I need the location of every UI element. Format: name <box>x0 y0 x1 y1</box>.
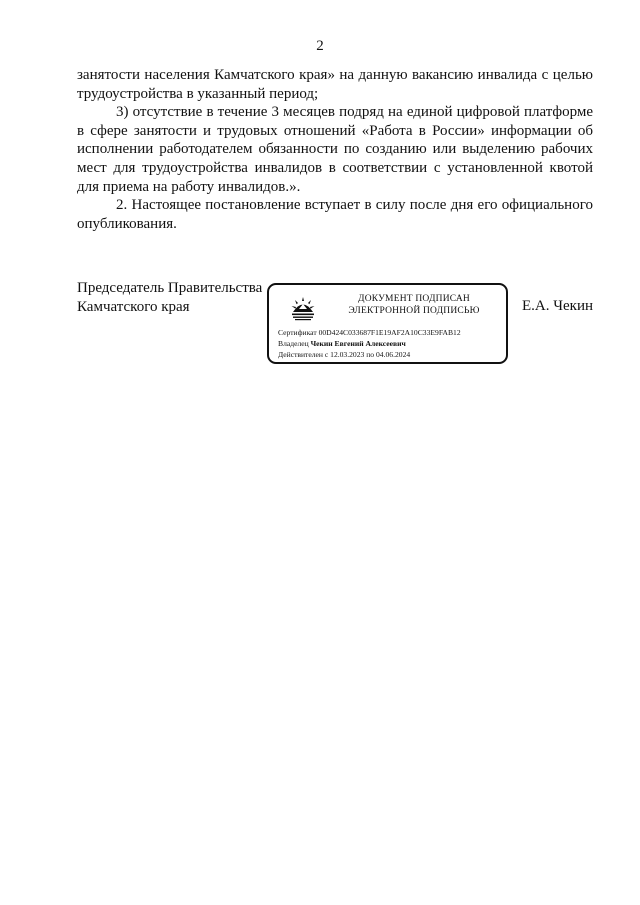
certificate-label: Сертификат <box>278 328 317 337</box>
stamp-title-line2: ЭЛЕКТРОННОЙ ПОДПИСЬЮ <box>348 305 480 316</box>
paragraph-effective-date: 2. Настоящее постановление вступает в силу после дня его официального опубликования. <box>77 197 593 232</box>
signatory-name: Е.А. Чекин <box>522 298 593 314</box>
kamchatka-emblem-icon <box>289 295 317 321</box>
signatory-role <box>77 279 262 316</box>
electronic-signature-stamp <box>267 283 508 364</box>
valid-to-label: по <box>366 350 375 359</box>
stamp-owner <box>278 339 406 348</box>
paragraph-item-3: 3) отсутствие в течение 3 месяцев подряд на единой цифровой платформе в сфере занятости и трудовых отношений «Работа в России» информации об исполнении работодателем обязанности по созданию или выделению рабочих мест для трудоустройства инвалидов в соответствии с установленной квотой для приема на работу инвалидов.». <box>77 104 593 195</box>
document-body <box>77 66 593 233</box>
signatory-role-line1: Председатель Правительства <box>77 280 263 296</box>
valid-label: Действителен с <box>278 350 329 359</box>
stamp-validity <box>278 350 410 359</box>
certificate-value: 00D424C033687F1E19AF2A10C33E9FAB12 <box>318 328 461 337</box>
owner-label: Владелец <box>278 339 309 348</box>
stamp-certificate <box>278 328 461 337</box>
signatory-role-line2: Камчатского края <box>77 298 190 315</box>
stamp-title <box>324 294 504 317</box>
paragraph-continuation: занятости населения Камчатского края» на данную вакансию инвалида с целью трудоустройства в указанный период; <box>77 67 593 102</box>
stamp-title-line1: ДОКУМЕНТ ПОДПИСАН <box>358 294 470 304</box>
page-number: 2 <box>316 38 324 54</box>
valid-to: 04.06.2024 <box>376 350 411 359</box>
valid-from: 12.03.2023 <box>330 350 365 359</box>
owner-value: Чекин Евгений Алексеевич <box>310 339 406 348</box>
